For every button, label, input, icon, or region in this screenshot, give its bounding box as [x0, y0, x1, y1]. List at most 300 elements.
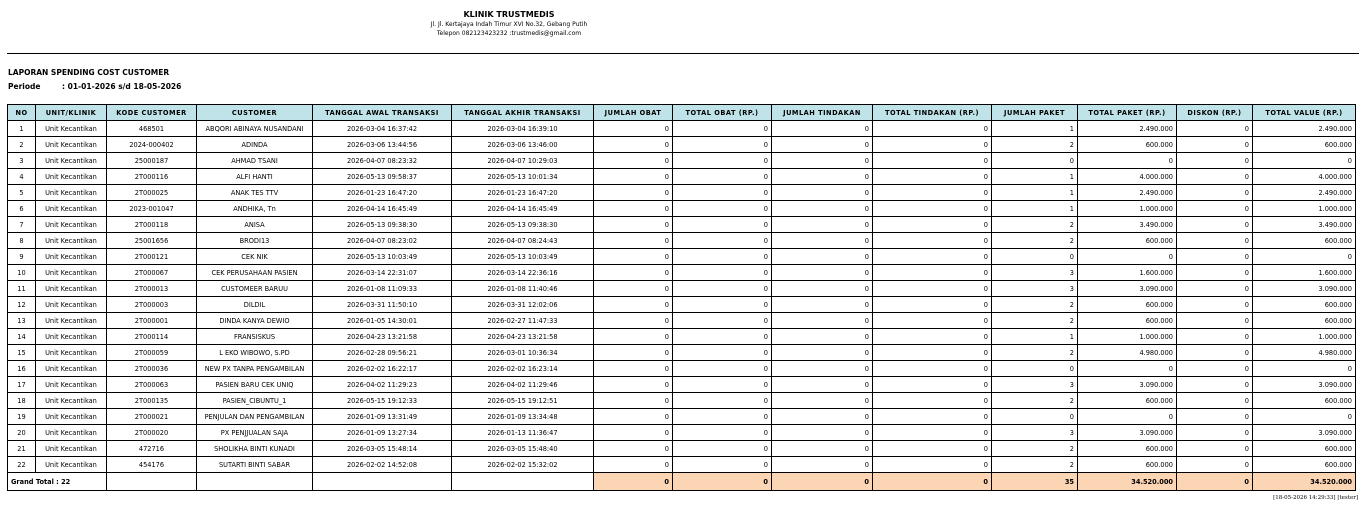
customer-name-cell: NEW PX TANPA PENGAMBILAN: [197, 361, 313, 377]
unit-klinik-cell: Unit Kecantikan: [36, 281, 107, 297]
kode-customer-cell: 468501: [107, 121, 197, 137]
unit-klinik-cell: Unit Kecantikan: [36, 409, 107, 425]
tanggal-akhir-cell: 2026-01-23 16:47:20: [452, 185, 594, 201]
kode-customer-cell: 2024-000402: [107, 137, 197, 153]
total-tindakan-cell: 0: [873, 441, 992, 457]
jumlah-paket-cell: 2: [992, 457, 1078, 473]
jumlah-paket-cell: 0: [992, 361, 1078, 377]
row-number-cell: 13: [8, 313, 36, 329]
table-row: [8, 217, 1356, 233]
tanggal-awal-cell: 2026-04-23 13:21:58: [313, 329, 452, 345]
tanggal-akhir-cell: 2026-05-13 10:03:49: [452, 249, 594, 265]
jumlah-obat-cell: 0: [594, 425, 673, 441]
clinic-contact: Telepon 082123423232 :trustmedis@gmail.com: [436, 30, 582, 37]
tanggal-awal-cell: 2026-01-23 16:47:20: [313, 185, 452, 201]
jumlah-obat-cell: 0: [594, 393, 673, 409]
table-row: [8, 425, 1356, 441]
table-row: [8, 201, 1356, 217]
table-row: [8, 393, 1356, 409]
table-row: [8, 329, 1356, 345]
unit-klinik-cell: Unit Kecantikan: [36, 441, 107, 457]
unit-klinik-cell: Unit Kecantikan: [36, 345, 107, 361]
table-row: [8, 121, 1356, 137]
total-paket-cell: 1.000.000: [1078, 329, 1177, 345]
total-obat-cell: 0: [673, 361, 772, 377]
jumlah-paket-cell: 1: [992, 121, 1078, 137]
table-row: [8, 249, 1356, 265]
total-value-cell: 2.490.000: [1253, 185, 1356, 201]
customer-name-cell: ADINDA: [197, 137, 313, 153]
tanggal-akhir-cell: 2026-01-13 11:36:47: [452, 425, 594, 441]
jumlah-paket-cell: 2: [992, 345, 1078, 361]
total-paket-cell: 3.090.000: [1078, 425, 1177, 441]
table-header-row: [8, 105, 1356, 121]
tanggal-akhir-cell: 2026-03-05 15:48:40: [452, 441, 594, 457]
diskon-cell: 0: [1177, 409, 1253, 425]
jumlah-obat-cell: 0: [594, 169, 673, 185]
diskon-cell: 0: [1177, 233, 1253, 249]
table-row: [8, 233, 1356, 249]
jumlah-tindakan-cell: 0: [772, 297, 873, 313]
jumlah-tindakan-cell: 0: [772, 265, 873, 281]
total-paket-cell: 3.490.000: [1078, 217, 1177, 233]
jumlah-paket-cell: 0: [992, 249, 1078, 265]
customer-name-cell: CUSTOMEER BARUU: [197, 281, 313, 297]
total-obat-cell: 0: [673, 313, 772, 329]
jumlah-tindakan-cell: 0: [772, 377, 873, 393]
jumlah-tindakan-cell: 0: [772, 345, 873, 361]
total-tindakan-cell: 0: [873, 457, 992, 473]
row-number-cell: 8: [8, 233, 36, 249]
customer-name-cell: CEK NIK: [197, 249, 313, 265]
customer-name-cell: ANISA: [197, 217, 313, 233]
jumlah-paket-cell: 1: [992, 169, 1078, 185]
kode-customer-cell: 2T000114: [107, 329, 197, 345]
diskon-cell: 0: [1177, 313, 1253, 329]
diskon-cell: 0: [1177, 281, 1253, 297]
table-row: [8, 345, 1356, 361]
row-number-cell: 16: [8, 361, 36, 377]
customer-name-cell: DINDA KANYA DEWIO: [197, 313, 313, 329]
total-paket-cell: 4.980.000: [1078, 345, 1177, 361]
total-obat-cell: 0: [673, 233, 772, 249]
total-obat-cell: 0: [673, 377, 772, 393]
total-value-cell: 3.090.000: [1253, 281, 1356, 297]
jumlah-paket-cell: 3: [992, 377, 1078, 393]
total-obat-cell: 0: [673, 425, 772, 441]
total-value-cell: 600.000: [1253, 137, 1356, 153]
jumlah-obat-cell: 0: [594, 185, 673, 201]
total-value-cell: 3.090.000: [1253, 425, 1356, 441]
tanggal-akhir-cell: 2026-03-04 16:39:10: [452, 121, 594, 137]
kode-customer-cell: 472716: [107, 441, 197, 457]
diskon-cell: 0: [1177, 169, 1253, 185]
kode-customer-cell: 2T000063: [107, 377, 197, 393]
customer-name-cell: L EKO WIBOWO, S.PD: [197, 345, 313, 361]
total-value-cell: 3.490.000: [1253, 217, 1356, 233]
total-obat-cell: 0: [673, 329, 772, 345]
table-row: [8, 313, 1356, 329]
tanggal-awal-cell: 2026-01-09 13:31:49: [313, 409, 452, 425]
tanggal-awal-cell: 2026-04-07 08:23:02: [313, 233, 452, 249]
tanggal-awal-cell: 2026-02-28 09:56:21: [313, 345, 452, 361]
table-row: [8, 377, 1356, 393]
jumlah-obat-cell: 0: [594, 457, 673, 473]
total-obat-cell: 0: [673, 185, 772, 201]
total-tindakan-cell: 0: [873, 169, 992, 185]
total-paket-cell: 1.600.000: [1078, 265, 1177, 281]
jumlah-tindakan-cell: 0: [772, 169, 873, 185]
diskon-cell: 0: [1177, 393, 1253, 409]
total-paket-cell: 0: [1078, 409, 1177, 425]
jumlah-tindakan-cell: 0: [772, 457, 873, 473]
period-label: Periode: [8, 82, 41, 91]
grand-total-total-value: 34.520.000: [1253, 473, 1356, 491]
table-row: [8, 153, 1356, 169]
jumlah-tindakan-cell: 0: [772, 249, 873, 265]
grand-total-jumlah-paket: 35: [992, 473, 1078, 491]
tanggal-akhir-cell: 2026-02-02 15:32:02: [452, 457, 594, 473]
column-header: TANGGAL AWAL TRANSAKSI: [313, 105, 452, 121]
row-number-cell: 10: [8, 265, 36, 281]
total-obat-cell: 0: [673, 121, 772, 137]
jumlah-tindakan-cell: 0: [772, 233, 873, 249]
total-tindakan-cell: 0: [873, 249, 992, 265]
kode-customer-cell: 2T000116: [107, 169, 197, 185]
row-number-cell: 21: [8, 441, 36, 457]
row-number-cell: 19: [8, 409, 36, 425]
tanggal-akhir-cell: 2026-04-23 13:21:58: [452, 329, 594, 345]
jumlah-paket-cell: 2: [992, 313, 1078, 329]
grand-total-empty-cell: [452, 473, 594, 491]
table-row: [8, 409, 1356, 425]
kode-customer-cell: 2T000135: [107, 393, 197, 409]
jumlah-paket-cell: 2: [992, 297, 1078, 313]
kode-customer-cell: 2T000067: [107, 265, 197, 281]
total-value-cell: 600.000: [1253, 233, 1356, 249]
kode-customer-cell: 25001656: [107, 233, 197, 249]
diskon-cell: 0: [1177, 345, 1253, 361]
kode-customer-cell: 2T000021: [107, 409, 197, 425]
customer-name-cell: BRODI13: [197, 233, 313, 249]
total-paket-cell: 600.000: [1078, 137, 1177, 153]
diskon-cell: 0: [1177, 441, 1253, 457]
tanggal-akhir-cell: 2026-02-27 11:47:33: [452, 313, 594, 329]
total-obat-cell: 0: [673, 169, 772, 185]
jumlah-tindakan-cell: 0: [772, 441, 873, 457]
jumlah-tindakan-cell: 0: [772, 409, 873, 425]
diskon-cell: 0: [1177, 185, 1253, 201]
customer-name-cell: ABQORI ABINAYA NUSANDANI: [197, 121, 313, 137]
clinic-name: KLINIK TRUSTMEDIS: [463, 10, 555, 19]
jumlah-obat-cell: 0: [594, 201, 673, 217]
tanggal-akhir-cell: 2026-04-02 11:29:46: [452, 377, 594, 393]
total-obat-cell: 0: [673, 201, 772, 217]
header-divider: [7, 53, 1359, 54]
unit-klinik-cell: Unit Kecantikan: [36, 217, 107, 233]
diskon-cell: 0: [1177, 265, 1253, 281]
total-paket-cell: 600.000: [1078, 393, 1177, 409]
customer-name-cell: SUTARTI BINTI SABAR: [197, 457, 313, 473]
row-number-cell: 9: [8, 249, 36, 265]
tanggal-awal-cell: 2026-05-13 09:58:37: [313, 169, 452, 185]
tanggal-akhir-cell: 2026-01-09 13:34:48: [452, 409, 594, 425]
customer-name-cell: PASIEN BARU CEK UNIQ: [197, 377, 313, 393]
row-number-cell: 6: [8, 201, 36, 217]
jumlah-obat-cell: 0: [594, 313, 673, 329]
total-tindakan-cell: 0: [873, 137, 992, 153]
kode-customer-cell: 2T000020: [107, 425, 197, 441]
kode-customer-cell: 25000187: [107, 153, 197, 169]
tanggal-akhir-cell: 2026-05-13 10:01:34: [452, 169, 594, 185]
table-row: [8, 265, 1356, 281]
total-paket-cell: 600.000: [1078, 233, 1177, 249]
jumlah-paket-cell: 0: [992, 153, 1078, 169]
unit-klinik-cell: Unit Kecantikan: [36, 153, 107, 169]
table-row: [8, 185, 1356, 201]
unit-klinik-cell: Unit Kecantikan: [36, 249, 107, 265]
diskon-cell: 0: [1177, 457, 1253, 473]
column-header: UNIT/KLINIK: [36, 105, 107, 121]
total-tindakan-cell: 0: [873, 281, 992, 297]
unit-klinik-cell: Unit Kecantikan: [36, 265, 107, 281]
total-value-cell: 0: [1253, 409, 1356, 425]
tanggal-awal-cell: 2026-01-09 13:27:34: [313, 425, 452, 441]
grand-total-row: [8, 473, 1356, 491]
total-obat-cell: 0: [673, 217, 772, 233]
total-paket-cell: 2.490.000: [1078, 185, 1177, 201]
total-value-cell: 2.490.000: [1253, 121, 1356, 137]
total-obat-cell: 0: [673, 393, 772, 409]
row-number-cell: 17: [8, 377, 36, 393]
customer-name-cell: CEK PERUSAHAAN PASIEN: [197, 265, 313, 281]
grand-total-diskon: 0: [1177, 473, 1253, 491]
unit-klinik-cell: Unit Kecantikan: [36, 361, 107, 377]
diskon-cell: 0: [1177, 153, 1253, 169]
total-obat-cell: 0: [673, 153, 772, 169]
column-header: TOTAL TINDAKAN (RP.): [873, 105, 992, 121]
kode-customer-cell: 2T000001: [107, 313, 197, 329]
column-header: NO: [8, 105, 36, 121]
diskon-cell: 0: [1177, 425, 1253, 441]
kode-customer-cell: 2T000059: [107, 345, 197, 361]
grand-total-empty-cell: [197, 473, 313, 491]
customer-name-cell: FRANSISKUS: [197, 329, 313, 345]
tanggal-akhir-cell: 2026-05-13 09:38:30: [452, 217, 594, 233]
period-value: : 01-01-2026 s/d 18-05-2026: [62, 82, 182, 91]
table-row: [8, 361, 1356, 377]
column-header: TOTAL VALUE (RP.): [1253, 105, 1356, 121]
jumlah-tindakan-cell: 0: [772, 361, 873, 377]
tanggal-akhir-cell: 2026-01-08 11:40:46: [452, 281, 594, 297]
kode-customer-cell: 2T000118: [107, 217, 197, 233]
row-number-cell: 4: [8, 169, 36, 185]
unit-klinik-cell: Unit Kecantikan: [36, 457, 107, 473]
total-obat-cell: 0: [673, 265, 772, 281]
total-tindakan-cell: 0: [873, 425, 992, 441]
tanggal-awal-cell: 2026-05-15 19:12:33: [313, 393, 452, 409]
customer-name-cell: AHMAD TSANI: [197, 153, 313, 169]
total-paket-cell: 0: [1078, 361, 1177, 377]
total-tindakan-cell: 0: [873, 265, 992, 281]
kode-customer-cell: 2T000003: [107, 297, 197, 313]
row-number-cell: 7: [8, 217, 36, 233]
jumlah-obat-cell: 0: [594, 121, 673, 137]
kode-customer-cell: 454176: [107, 457, 197, 473]
jumlah-paket-cell: 2: [992, 217, 1078, 233]
row-number-cell: 1: [8, 121, 36, 137]
tanggal-akhir-cell: 2026-03-14 22:36:16: [452, 265, 594, 281]
grand-total-total-paket: 34.520.000: [1078, 473, 1177, 491]
total-paket-cell: 600.000: [1078, 297, 1177, 313]
unit-klinik-cell: Unit Kecantikan: [36, 377, 107, 393]
tanggal-awal-cell: 2026-03-31 11:50:10: [313, 297, 452, 313]
total-tindakan-cell: 0: [873, 361, 992, 377]
total-paket-cell: 0: [1078, 153, 1177, 169]
tanggal-awal-cell: 2026-05-13 10:03:49: [313, 249, 452, 265]
grand-total-jumlah-tindakan: 0: [772, 473, 873, 491]
tanggal-akhir-cell: 2026-03-06 13:46:00: [452, 137, 594, 153]
column-header: TOTAL OBAT (RP.): [673, 105, 772, 121]
total-tindakan-cell: 0: [873, 121, 992, 137]
table-row: [8, 281, 1356, 297]
total-obat-cell: 0: [673, 281, 772, 297]
grand-total-empty-cell: [313, 473, 452, 491]
unit-klinik-cell: Unit Kecantikan: [36, 425, 107, 441]
diskon-cell: 0: [1177, 329, 1253, 345]
unit-klinik-cell: Unit Kecantikan: [36, 185, 107, 201]
jumlah-obat-cell: 0: [594, 249, 673, 265]
total-paket-cell: 600.000: [1078, 441, 1177, 457]
jumlah-obat-cell: 0: [594, 377, 673, 393]
table-row: [8, 137, 1356, 153]
column-header: TOTAL PAKET (RP.): [1078, 105, 1177, 121]
row-number-cell: 3: [8, 153, 36, 169]
jumlah-paket-cell: 1: [992, 201, 1078, 217]
total-value-cell: 1.600.000: [1253, 265, 1356, 281]
total-obat-cell: 0: [673, 441, 772, 457]
tanggal-awal-cell: 2026-03-06 13:44:56: [313, 137, 452, 153]
jumlah-paket-cell: 3: [992, 265, 1078, 281]
diskon-cell: 0: [1177, 137, 1253, 153]
jumlah-obat-cell: 0: [594, 153, 673, 169]
customer-name-cell: PENJULAN DAN PENGAMBILAN: [197, 409, 313, 425]
total-tindakan-cell: 0: [873, 185, 992, 201]
total-obat-cell: 0: [673, 345, 772, 361]
total-tindakan-cell: 0: [873, 409, 992, 425]
diskon-cell: 0: [1177, 249, 1253, 265]
total-tindakan-cell: 0: [873, 345, 992, 361]
total-value-cell: 0: [1253, 361, 1356, 377]
customer-name-cell: DILDIL: [197, 297, 313, 313]
total-tindakan-cell: 0: [873, 217, 992, 233]
tanggal-akhir-cell: 2026-04-07 08:24:43: [452, 233, 594, 249]
jumlah-obat-cell: 0: [594, 329, 673, 345]
grand-total-jumlah-obat: 0: [594, 473, 673, 491]
total-tindakan-cell: 0: [873, 153, 992, 169]
table-row: [8, 297, 1356, 313]
tanggal-akhir-cell: 2026-02-02 16:23:14: [452, 361, 594, 377]
diskon-cell: 0: [1177, 361, 1253, 377]
jumlah-tindakan-cell: 0: [772, 281, 873, 297]
tanggal-awal-cell: 2026-04-02 11:29:23: [313, 377, 452, 393]
kode-customer-cell: 2T000036: [107, 361, 197, 377]
total-value-cell: 0: [1253, 153, 1356, 169]
tanggal-awal-cell: 2026-01-05 14:30:01: [313, 313, 452, 329]
jumlah-paket-cell: 2: [992, 233, 1078, 249]
tanggal-akhir-cell: 2026-04-07 10:29:03: [452, 153, 594, 169]
kode-customer-cell: 2T000013: [107, 281, 197, 297]
total-tindakan-cell: 0: [873, 377, 992, 393]
jumlah-tindakan-cell: 0: [772, 425, 873, 441]
column-header: JUMLAH TINDAKAN: [772, 105, 873, 121]
total-obat-cell: 0: [673, 409, 772, 425]
unit-klinik-cell: Unit Kecantikan: [36, 393, 107, 409]
spending-table: [7, 104, 1356, 491]
total-value-cell: 600.000: [1253, 313, 1356, 329]
customer-name-cell: SHOLIKHA BINTI KUNADI: [197, 441, 313, 457]
jumlah-obat-cell: 0: [594, 345, 673, 361]
jumlah-paket-cell: 3: [992, 281, 1078, 297]
total-value-cell: 1.000.000: [1253, 329, 1356, 345]
tanggal-awal-cell: 2026-04-07 08:23:32: [313, 153, 452, 169]
total-paket-cell: 0: [1078, 249, 1177, 265]
jumlah-obat-cell: 0: [594, 217, 673, 233]
total-paket-cell: 3.090.000: [1078, 281, 1177, 297]
tanggal-awal-cell: 2026-03-05 15:48:14: [313, 441, 452, 457]
unit-klinik-cell: Unit Kecantikan: [36, 121, 107, 137]
jumlah-obat-cell: 0: [594, 297, 673, 313]
diskon-cell: 0: [1177, 297, 1253, 313]
kode-customer-cell: 2T000025: [107, 185, 197, 201]
unit-klinik-cell: Unit Kecantikan: [36, 313, 107, 329]
tanggal-awal-cell: 2026-03-04 16:37:42: [313, 121, 452, 137]
total-value-cell: 600.000: [1253, 393, 1356, 409]
jumlah-paket-cell: 2: [992, 441, 1078, 457]
total-value-cell: 3.090.000: [1253, 377, 1356, 393]
diskon-cell: 0: [1177, 201, 1253, 217]
column-header: CUSTOMER: [197, 105, 313, 121]
row-number-cell: 2: [8, 137, 36, 153]
unit-klinik-cell: Unit Kecantikan: [36, 169, 107, 185]
table-row: [8, 457, 1356, 473]
total-paket-cell: 2.490.000: [1078, 121, 1177, 137]
unit-klinik-cell: Unit Kecantikan: [36, 297, 107, 313]
row-number-cell: 12: [8, 297, 36, 313]
jumlah-tindakan-cell: 0: [772, 137, 873, 153]
total-tindakan-cell: 0: [873, 233, 992, 249]
total-value-cell: 600.000: [1253, 297, 1356, 313]
jumlah-obat-cell: 0: [594, 361, 673, 377]
jumlah-obat-cell: 0: [594, 265, 673, 281]
report-header: [0, 9, 1018, 38]
jumlah-tindakan-cell: 0: [772, 121, 873, 137]
total-obat-cell: 0: [673, 297, 772, 313]
total-paket-cell: 1.000.000: [1078, 201, 1177, 217]
row-number-cell: 18: [8, 393, 36, 409]
total-obat-cell: 0: [673, 137, 772, 153]
total-value-cell: 600.000: [1253, 457, 1356, 473]
grand-total-empty-cell: [107, 473, 197, 491]
tanggal-akhir-cell: 2026-04-14 16:45:49: [452, 201, 594, 217]
column-header: TANGGAL AKHIR TRANSAKSI: [452, 105, 594, 121]
table-row: [8, 169, 1356, 185]
jumlah-paket-cell: 1: [992, 185, 1078, 201]
report-period: [8, 82, 181, 91]
unit-klinik-cell: Unit Kecantikan: [36, 201, 107, 217]
jumlah-tindakan-cell: 0: [772, 313, 873, 329]
jumlah-tindakan-cell: 0: [772, 185, 873, 201]
